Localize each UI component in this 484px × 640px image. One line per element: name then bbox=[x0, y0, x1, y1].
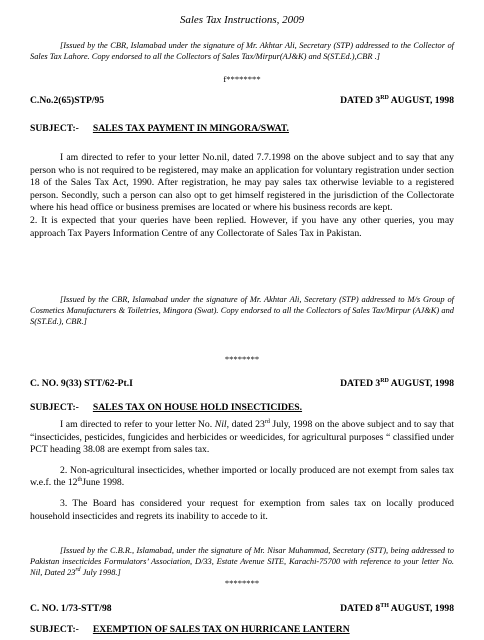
letter-3-reference-number: C. NO. 1/73-STT/98 bbox=[30, 603, 112, 614]
letter-1-date: DATED 3RD AUGUST, 1998 bbox=[340, 94, 454, 106]
issuance-note-2: [Issued by the CBR, Islamabad under the signature of Mr. Akhtar Ali, Secretary (STP) addressed to M/s Group of Cosmetics Manufacturers & Toiletries, Mingora (Swat). Copy endorsed to all the Collectors of Sales Tax/Mirpur (AJ&K) and S(ST.Ed.), CBR.] bbox=[30, 295, 454, 326]
letter-2-subject bbox=[30, 402, 454, 413]
separator-2: ******** bbox=[224, 354, 260, 364]
letter-2-subject-title: SALES TAX ON HOUSE HOLD INSECTICIDES. bbox=[92, 402, 303, 413]
letter-3-subject bbox=[30, 624, 454, 635]
letter-3-reference-row bbox=[30, 603, 454, 615]
separator-1: f******** bbox=[223, 74, 261, 84]
letter-1-reference-number: C.No.2(65)STP/95 bbox=[30, 95, 105, 106]
issuance-note-3: [Issued by the C.B.R., Islamabad, under the signature of Mr. Nisar Muhammad, Secretary (STT), being addressed to Pakistan insecticides Formulators’ Association, D/33, Estate Avenue SITE, Karachi-75700 with reference to your letter No. Nil, Dated 23rd July 1998.] bbox=[30, 546, 454, 577]
subject-label: SUBJECT:- bbox=[30, 624, 79, 635]
subject-label: SUBJECT:- bbox=[30, 123, 79, 134]
letter-1-subject bbox=[30, 123, 454, 134]
letter-1-paragraph-1: I am directed to refer to your letter No.nil, dated 7.7.1998 on the above subject and to say that any person who is not required to be registered, may make an application for voluntary registration under section 18 of the Sales Tax Act, 1990. After registration, he may pay sales tax otherwise leviable to a registered person. Secondly, such a person can also opt to get himself registered in the jurisdiction of the Collectorate where his head office or business premises are located or where his business records are kept. bbox=[30, 152, 454, 214]
issuance-note-1: [Issued by the CBR, Islamabad under the signature of Mr. Akhtar Ali, Secretary (STP) addressed to the Collector of Sales Tax Lahore. Copy endorsed to all the Collectors of Sales Tax/Mirpur(AJ&K) and S(ST.Ed.),CBR .] bbox=[30, 41, 454, 61]
letter-2-paragraph-3: 3. The Board has considered your request for exemption from sales tax on locally produced household insecticides and regrets its inability to accede to it. bbox=[30, 497, 454, 522]
letter-1-paragraph-2: 2. It is expected that your queries have been replied. However, if you have any other queries, you may approach Tax Payers Information Centre of any Collectorate of Sales Tax in Pakistan. bbox=[30, 214, 454, 239]
letter-2-body bbox=[30, 419, 454, 523]
separator-3: ******** bbox=[224, 578, 260, 588]
letter-1-subject-title: SALES TAX PAYMENT IN MINGORA/SWAT. bbox=[92, 123, 289, 134]
letter-3-date: DATED 8TH AUGUST, 1998 bbox=[340, 602, 454, 614]
letter-2-reference-row bbox=[30, 378, 454, 390]
subject-label: SUBJECT:- bbox=[30, 402, 79, 413]
letter-2-date: DATED 3RD AUGUST, 1998 bbox=[340, 377, 454, 389]
letter-2-paragraph-1: I am directed to refer to your letter No. Nil, dated 23rd July, 1998 on the above subject and to say that “insecticides, pesticides, fungicides and herbicides or weedicides, for agricultural purposes “ classified under PCT heading 38.08 are exempt from sales tax. bbox=[30, 418, 454, 456]
letter-2-paragraph-2: 2. Non-agricultural insecticides, whether imported or locally produced are not exempt from sales tax w.e.f. the 12thJune 1998. bbox=[30, 464, 454, 489]
letter-1-body bbox=[30, 152, 454, 240]
letter-2-reference-number: C. NO. 9(33) STT/62-Pt.I bbox=[30, 378, 133, 389]
letter-3-subject-title: EXEMPTION OF SALES TAX ON HURRICANE LANTERN bbox=[92, 624, 350, 635]
letter-1-reference-row bbox=[30, 95, 454, 107]
running-header: Sales Tax Instructions, 2009 bbox=[179, 14, 305, 26]
